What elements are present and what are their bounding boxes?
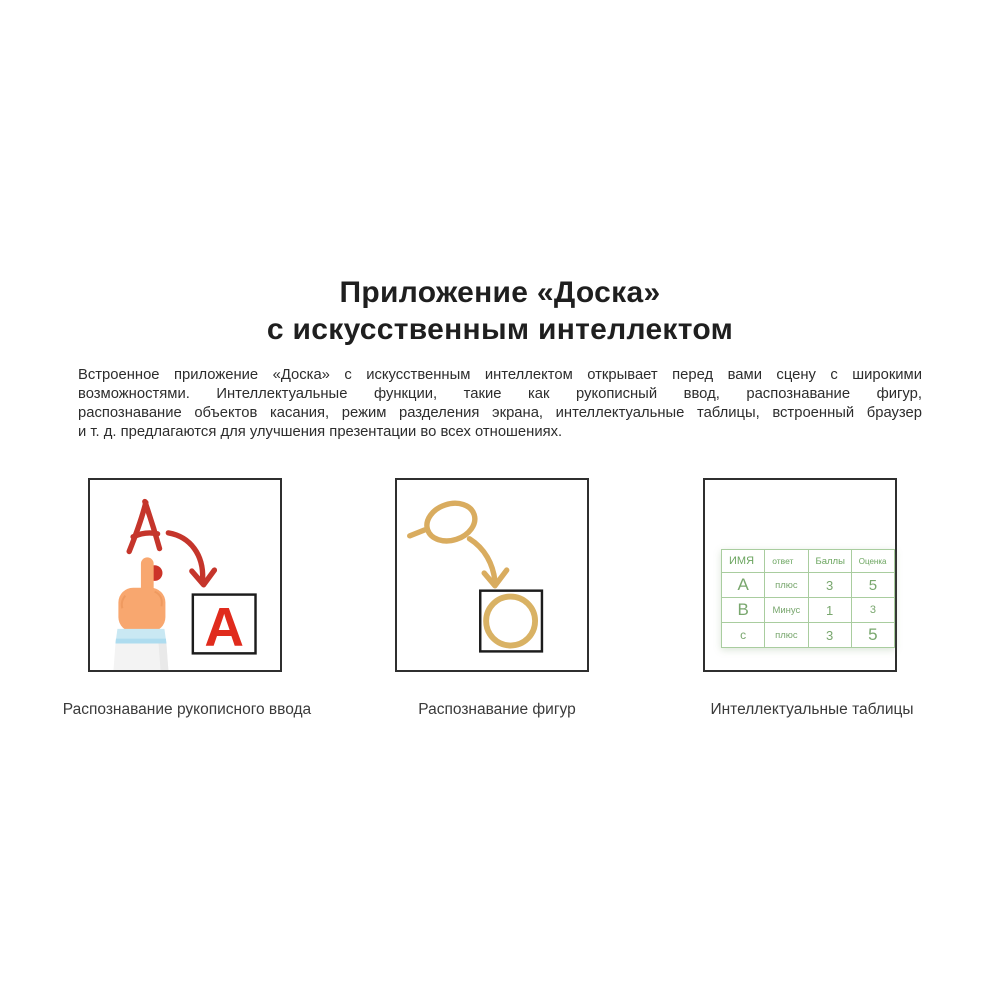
intro-line-4: и т. д. предлагаются для улучшения презентации во всех отношениях. — [78, 424, 563, 440]
table-row — [722, 573, 895, 598]
table-cell: Минус — [765, 598, 808, 623]
recognized-letter: A — [204, 595, 244, 658]
table-header-cell: Оценка — [851, 550, 894, 573]
feature-caption-tables: Интеллектуальные таблицы — [710, 701, 914, 718]
feature-caption-handwriting: Распознавание рукописного ввода — [62, 701, 312, 718]
feature-card-handwriting — [88, 478, 282, 672]
table-header-row — [722, 550, 895, 573]
page-title-line2: с искусственным интеллектом — [266, 313, 734, 346]
table-header-cell: ИМЯ — [722, 550, 765, 573]
table-cell: с — [722, 623, 765, 648]
recognized-letter-box — [193, 595, 256, 658]
table-header-cell: ответ — [765, 550, 808, 573]
page-title — [0, 274, 1000, 348]
table-cell: плюс — [765, 623, 808, 648]
intro-line-2: возможностями. Интеллектуальные функции, такие как рукописный ввод, распознавание фигур, — [78, 386, 922, 402]
table-header-cell: Баллы — [808, 550, 851, 573]
smart-table — [721, 549, 895, 648]
table-cell: 3 — [851, 598, 894, 623]
table-cell: 5 — [851, 623, 894, 648]
table-cell: 3 — [808, 573, 851, 598]
feature-card-tables — [703, 478, 897, 672]
feature-card-shapes — [395, 478, 589, 672]
handwriting-recognition-icon — [90, 480, 280, 670]
table-cell: B — [722, 598, 765, 623]
recognized-circle-box — [480, 591, 542, 652]
shape-recognition-icon — [397, 480, 587, 670]
handwritten-letter-strokes — [129, 502, 159, 552]
recognition-arrow-icon — [469, 539, 506, 586]
table-row — [722, 623, 895, 648]
table-cell: 5 — [851, 573, 894, 598]
intro-line-1: Встроенное приложение «Доска» с искусственным интеллектом открывает перед вами сцену с широкими — [78, 367, 922, 383]
table-cell: плюс — [765, 573, 808, 598]
feature-caption-shapes: Распознавание фигур — [418, 701, 576, 718]
table-row — [722, 598, 895, 623]
table-cell: 3 — [808, 623, 851, 648]
table-cell: 1 — [808, 598, 851, 623]
smart-table-card — [721, 549, 895, 648]
recognition-arrow-icon — [168, 533, 214, 585]
intro-paragraph — [78, 366, 922, 442]
table-cell: A — [722, 573, 765, 598]
intro-line-3: распознавание объектов касания, режим разделения экрана, интеллектуальные таблицы, встроенный браузер — [78, 405, 922, 421]
page-title-line1: Приложение «Доска» — [339, 276, 661, 309]
